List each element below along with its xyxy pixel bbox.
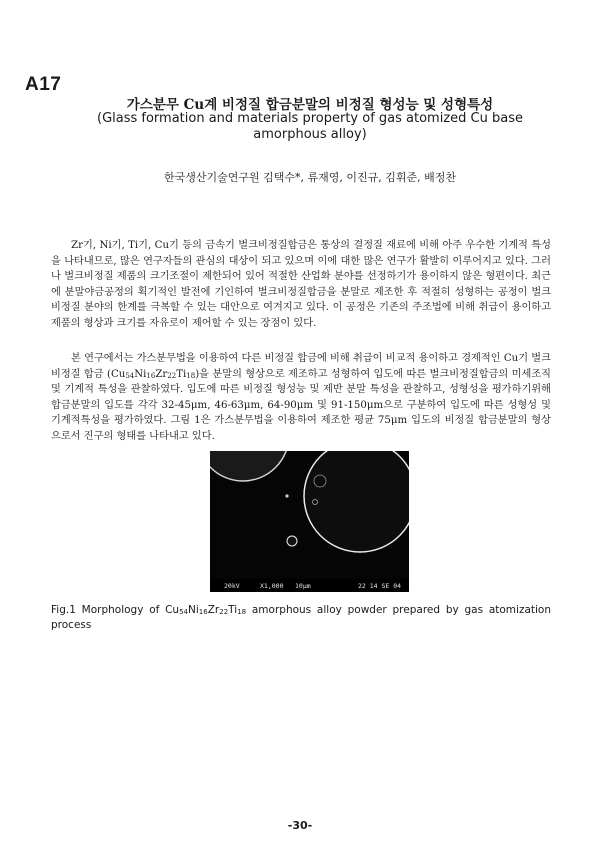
figure-magnification-label: X1,000: [260, 582, 284, 590]
figure-id-label: 22 14 SE 04: [358, 582, 402, 590]
paragraph-methods: 본 연구에서는 가스분무법을 이용하여 다른 비정질 합금에 비해 취급이 비교적 용이하고 경제적인 Cu기 벌크비정질 합금 $(Cu_{54}Ni_{16}Zr_{22}Ti_{18})$을 분말의 형상으로 제조하고 성형하여 입도에 따른 벌크비정질합금의 미세조직 및 기계적 특성을 관찰하였다. 입도에 따른 비정질 형성능 및 제반 분말 특성을 관찰하고, 성형성을 평가하기위해 합금분말의 입도를 각각 32-45μm, 46-63μm, 64-90μm 및 91-150μm으로 구분하여 입도에 따른 성형성 및 기계적특성을 평가하였다. 그림 1은 가스분무법을 이용하여 제조한 평균 75μm 입도의 비정질 합금분말의 형상으로서 진구의 형태를 나타내고 있다.: [51, 353, 552, 442]
figure-scalebar-label: 10μm: [295, 582, 311, 590]
powder-spheres-image: [210, 451, 409, 592]
sem-micrograph: [210, 451, 409, 592]
powder-sphere: [287, 536, 297, 546]
title-korean: 가스분무 Cu계 비정질 합금분말의 비정질 형성능 및 성형특성: [126, 97, 494, 113]
figure-caption: Fig.1 Morphology of $Cu_{54}Ni_{16}Zr_{22}Ti_{18}$ amorphous alloy powder prepared by gas atomization process: [51, 604, 552, 631]
powder-sphere: [285, 494, 288, 497]
title-english: (Glass formation and materials property of gas atomized Cu base amorphous alloy): [97, 111, 523, 142]
figure-voltage-label: 20kV: [224, 582, 240, 590]
paragraph-intro: Zr기, Ni기, Ti기, Cu기 등의 금속기 벌크비정질합금은 통상의 결정질 재료에 비해 아주 우수한 기계적 특성을 나타내므로, 많은 연구자들의 관심의 대상이 되고 있으며 이에 대한 많은 연구가 활발히 이루어지고 있다. 그러나 벌크비정질 제품의 크기조절이 제한되어 있어 적절한 산업화 분야를 선정하기가 용이하지 않은 형편이다. 최근에 분말야금공정의 획기적인 발전에 기인하여 벌크비정질합금을 분말로 제조한 후 적절히 성형하는 공정이 벌크비정질 분야의 한계를 극복할 수 있는 대안으로 여겨지고 있다. 이 공정은 기존의 주조법에 비해 취급이 용이하고 제품의 형상과 크기를 자유로이 제어할 수 있는 장점이 있다.: [51, 240, 551, 329]
powder-sphere: [314, 475, 326, 487]
abstract-code: A17: [25, 74, 62, 95]
author-list: 한국생산기술연구원 김택수*, 류재영, 이진규, 김휘준, 배정찬: [164, 171, 456, 184]
page-number: -30-: [287, 819, 313, 832]
